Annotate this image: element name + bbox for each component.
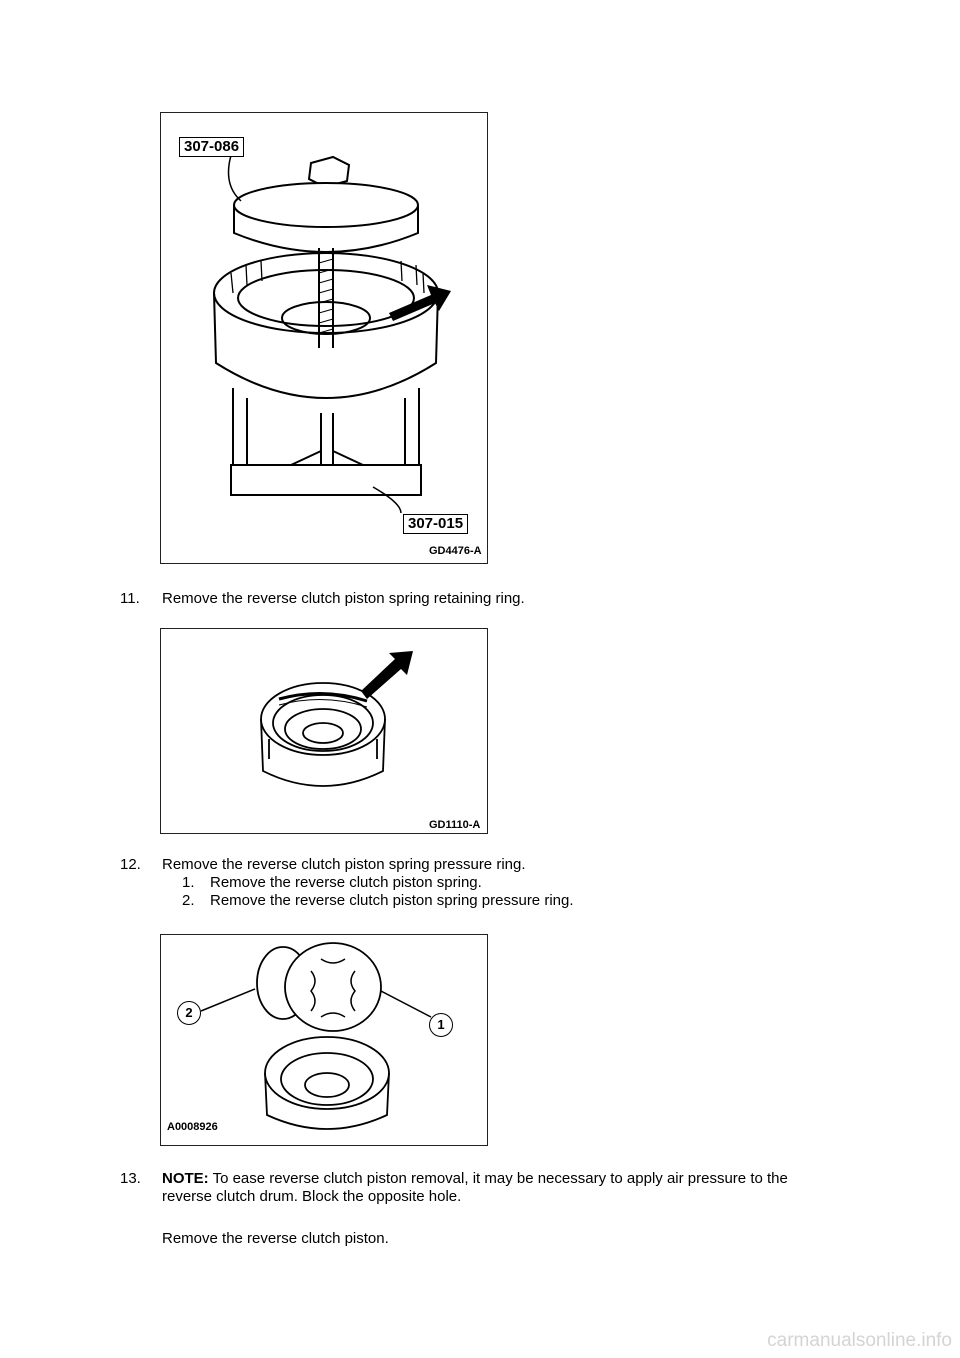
step-13-action: Remove the reverse clutch piston. xyxy=(162,1230,389,1247)
figure-code: GD4476-A xyxy=(429,545,482,557)
spring-and-pressure-ring-illustration xyxy=(161,935,487,1145)
note-line-2: reverse clutch drum. Block the opposite hole. xyxy=(162,1188,462,1205)
step-text: Remove the reverse clutch piston spring pressure ring. xyxy=(162,856,526,873)
callout-2: 2 xyxy=(177,1001,201,1025)
note-line-1 xyxy=(162,1170,788,1188)
callout-1: 1 xyxy=(429,1013,453,1037)
note-text: To ease reverse clutch piston removal, it may be necessary to apply air pressure to the xyxy=(208,1170,788,1187)
step-number: 11. xyxy=(120,590,140,607)
substep-2 xyxy=(182,892,574,910)
substep-text: Remove the reverse clutch piston spring pressure ring. xyxy=(210,892,574,909)
substep-number: 1. xyxy=(182,874,195,891)
note-label: NOTE: xyxy=(162,1170,209,1187)
figure-gd1110 xyxy=(160,628,488,834)
step-number: 13. xyxy=(120,1170,141,1187)
figure-gd4476 xyxy=(160,112,488,564)
step-number: 12. xyxy=(120,856,141,873)
figure-a0008926 xyxy=(160,934,488,1146)
clutch-spring-compressor-illustration xyxy=(161,113,487,563)
callout-307-086: 307-086 xyxy=(179,137,244,157)
retaining-ring-illustration xyxy=(161,629,487,833)
watermark: carmanualsonline.info xyxy=(767,1330,952,1351)
step-text: Remove the reverse clutch piston spring retaining ring. xyxy=(162,590,525,607)
substep-text: Remove the reverse clutch piston spring. xyxy=(210,874,482,891)
substep-1 xyxy=(182,874,482,892)
figure-code: A0008926 xyxy=(167,1121,218,1133)
substep-number: 2. xyxy=(182,892,195,909)
figure-code: GD1110-A xyxy=(429,819,481,831)
callout-307-015: 307-015 xyxy=(403,514,468,534)
